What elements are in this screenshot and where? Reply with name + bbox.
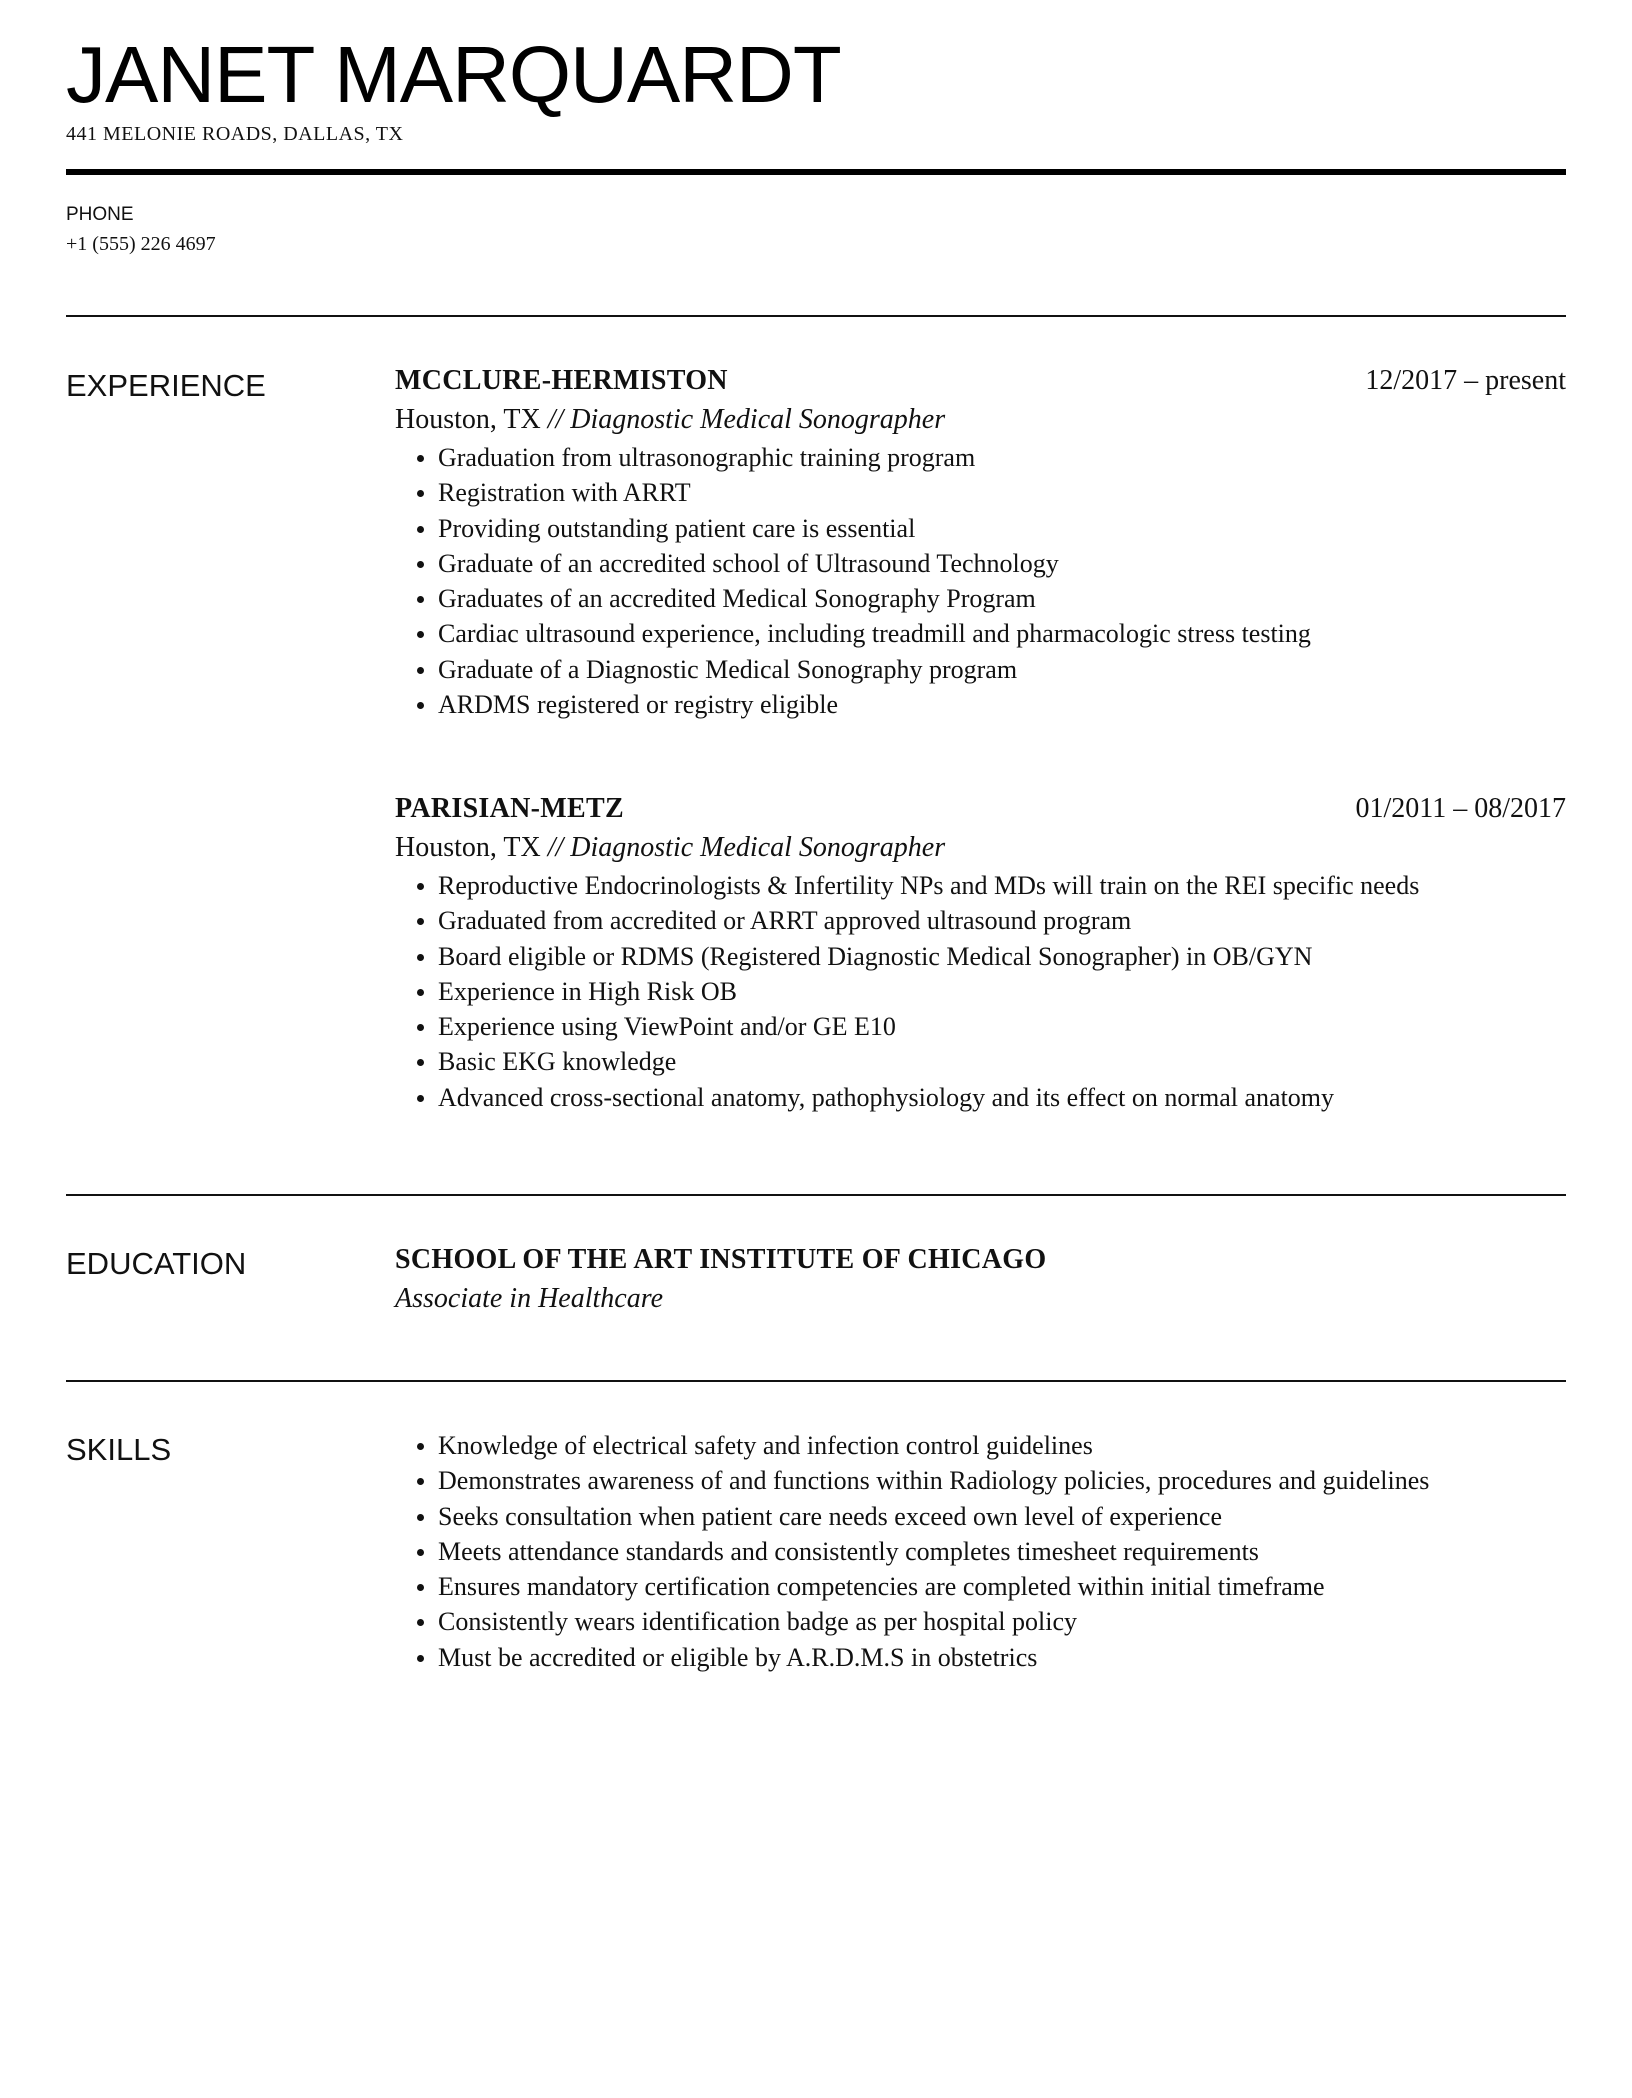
company-name: MCCLURE-HERMISTON bbox=[395, 365, 728, 396]
job-entry bbox=[395, 362, 1566, 722]
job-separator: // bbox=[547, 404, 564, 435]
section-divider bbox=[66, 1380, 1566, 1382]
list-item: Seeks consultation when patient care needs exceed own level of experience bbox=[395, 1499, 1566, 1534]
skills-entry bbox=[395, 1428, 1566, 1675]
job-header bbox=[395, 790, 1566, 828]
list-item: Graduate of a Diagnostic Medical Sonography program bbox=[395, 652, 1566, 687]
list-item: Meets attendance standards and consistently completes timesheet requirements bbox=[395, 1534, 1566, 1569]
list-item: Reproductive Endocrinologists & Infertility NPs and MDs will train on the REI specific needs bbox=[395, 868, 1566, 903]
skills-list bbox=[395, 1428, 1566, 1675]
phone-label: PHONE bbox=[66, 204, 134, 225]
list-item: Must be accredited or eligible by A.R.D.M.S in obstetrics bbox=[395, 1640, 1566, 1675]
job-dates: 12/2017 – present bbox=[1365, 365, 1566, 396]
job-title: Diagnostic Medical Sonographer bbox=[570, 404, 946, 435]
job-location: Houston, TX bbox=[395, 832, 541, 863]
list-item: Basic EKG knowledge bbox=[395, 1044, 1566, 1079]
list-item: Experience in High Risk OB bbox=[395, 974, 1566, 1009]
list-item: Demonstrates awareness of and functions within Radiology policies, procedures and guidelines bbox=[395, 1463, 1566, 1498]
job-bullets bbox=[395, 868, 1566, 1115]
header-divider bbox=[66, 169, 1566, 175]
job-location: Houston, TX bbox=[395, 404, 541, 435]
list-item: Experience using ViewPoint and/or GE E10 bbox=[395, 1009, 1566, 1044]
list-item: Consistently wears identification badge as per hospital policy bbox=[395, 1604, 1566, 1639]
list-item: Graduated from accredited or ARRT approved ultrasound program bbox=[395, 903, 1566, 938]
candidate-name: JANET MARQUARDT bbox=[66, 30, 841, 119]
job-subline bbox=[395, 400, 1566, 440]
list-item: Advanced cross-sectional anatomy, pathophysiology and its effect on normal anatomy bbox=[395, 1080, 1566, 1115]
list-item: Registration with ARRT bbox=[395, 475, 1566, 510]
phone-number: +1 (555) 226 4697 bbox=[66, 233, 216, 255]
list-item: Providing outstanding patient care is essential bbox=[395, 511, 1566, 546]
section-divider bbox=[66, 1194, 1566, 1196]
job-entry bbox=[395, 790, 1566, 1115]
list-item: Cardiac ultrasound experience, including treadmill and pharmacologic stress testing bbox=[395, 616, 1566, 651]
company-name: PARISIAN-METZ bbox=[395, 793, 624, 824]
job-subline bbox=[395, 828, 1566, 868]
job-separator: // bbox=[547, 832, 564, 863]
list-item: ARDMS registered or registry eligible bbox=[395, 687, 1566, 722]
job-dates: 01/2011 – 08/2017 bbox=[1355, 793, 1566, 824]
degree-name: Associate in Healthcare bbox=[395, 1283, 664, 1314]
list-item: Graduates of an accredited Medical Sonography Program bbox=[395, 581, 1566, 616]
school-name: SCHOOL OF THE ART INSTITUTE OF CHICAGO bbox=[395, 1244, 1047, 1275]
skills-heading: SKILLS bbox=[66, 1432, 172, 1467]
job-header bbox=[395, 362, 1566, 400]
job-bullets bbox=[395, 440, 1566, 722]
list-item: Ensures mandatory certification competencies are completed within initial timeframe bbox=[395, 1569, 1566, 1604]
job-title: Diagnostic Medical Sonographer bbox=[570, 832, 946, 863]
section-divider bbox=[66, 315, 1566, 317]
list-item: Graduate of an accredited school of Ultrasound Technology bbox=[395, 546, 1566, 581]
education-heading: EDUCATION bbox=[66, 1246, 247, 1281]
experience-heading: EXPERIENCE bbox=[66, 368, 266, 403]
education-entry bbox=[395, 1241, 1566, 1319]
candidate-address: 441 MELONIE ROADS, DALLAS, TX bbox=[66, 123, 404, 145]
list-item: Knowledge of electrical safety and infection control guidelines bbox=[395, 1428, 1566, 1463]
list-item: Board eligible or RDMS (Registered Diagnostic Medical Sonographer) in OB/GYN bbox=[395, 939, 1566, 974]
list-item: Graduation from ultrasonographic training program bbox=[395, 440, 1566, 475]
